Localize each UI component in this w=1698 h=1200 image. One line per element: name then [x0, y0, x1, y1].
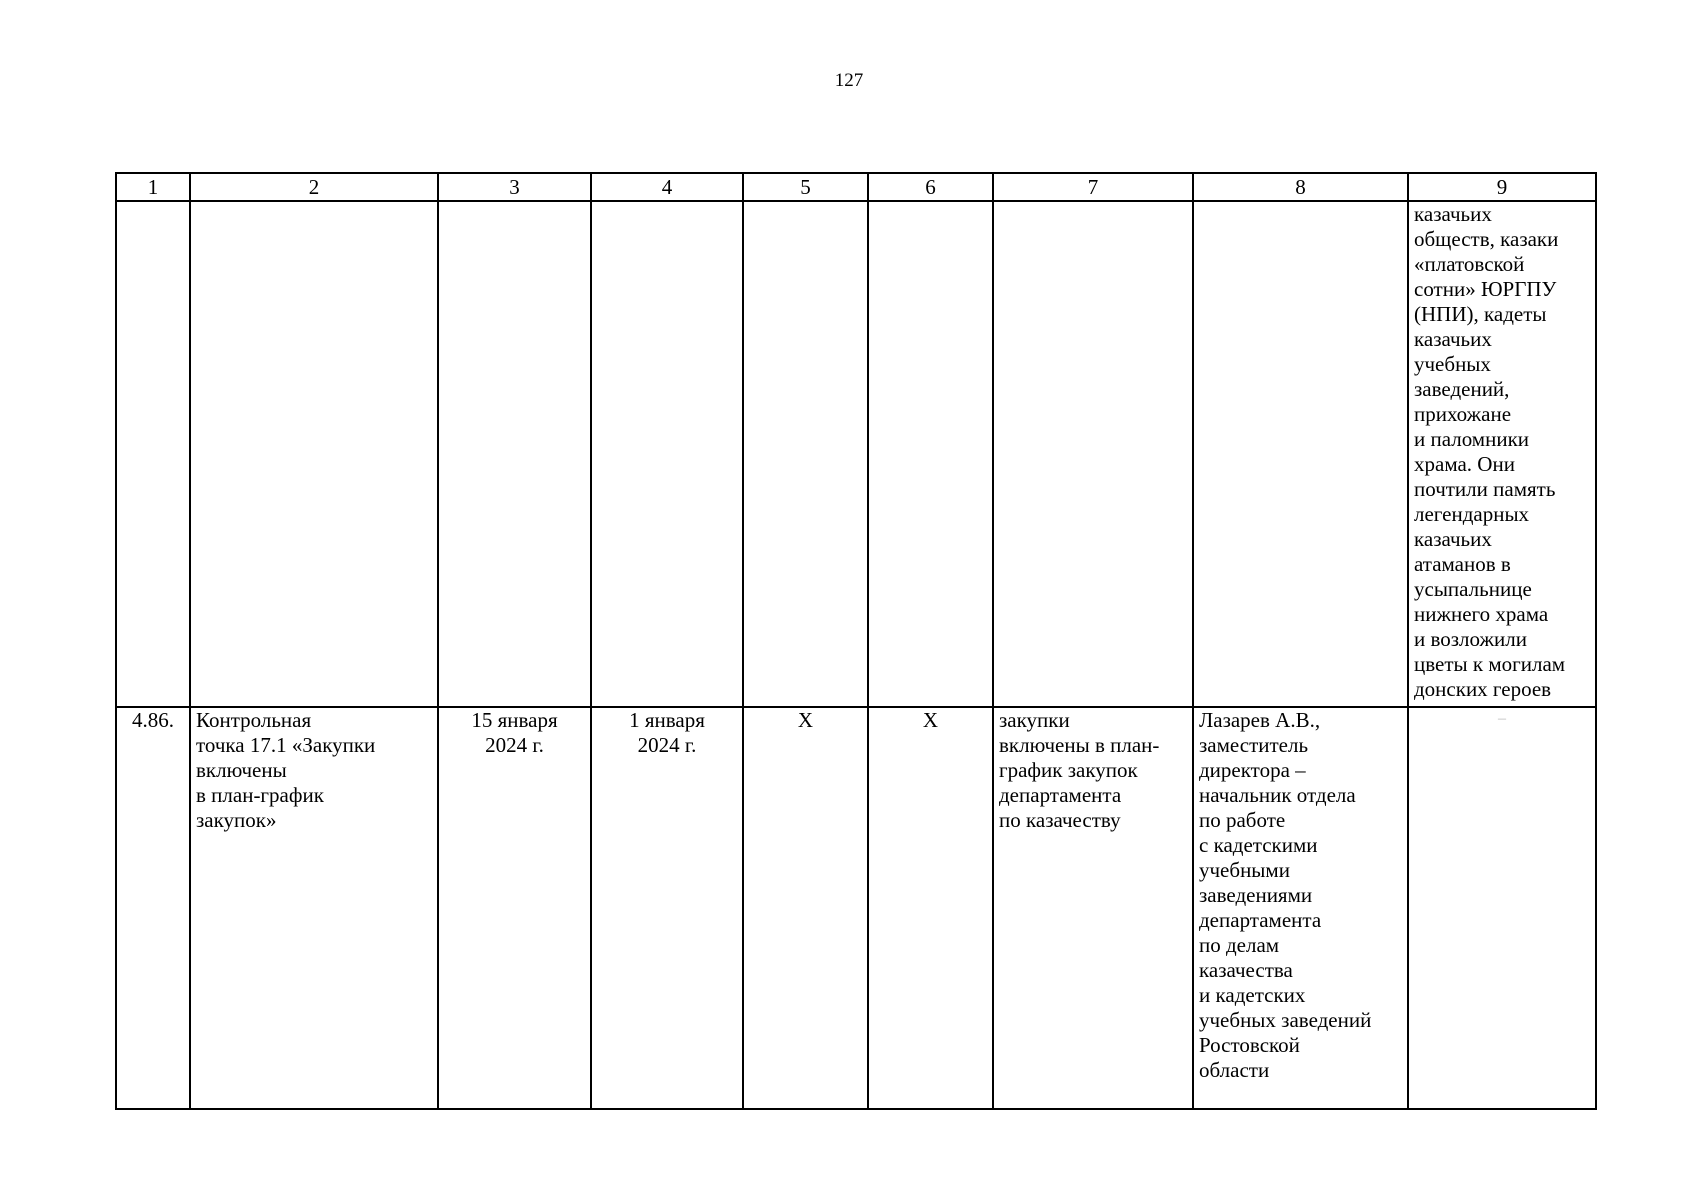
cell-row-number: [116, 707, 190, 1109]
table-row-4-86: [116, 707, 1596, 1109]
plan-table: [115, 172, 1597, 1110]
date-fact-text: 1 января 2024 г.: [629, 708, 705, 757]
cell-empty: [743, 201, 868, 707]
header-col-7: 7: [993, 173, 1193, 201]
header-col-8: 8: [1193, 173, 1408, 201]
cell-empty: [1193, 201, 1408, 707]
cell-responsible: [1193, 707, 1408, 1109]
cell-empty: [591, 201, 743, 707]
cell-col5: [743, 707, 868, 1109]
header-col-3: 3: [438, 173, 591, 201]
note-continuation-text: казачьих обществ, казаки «платовской сотни» ЮРГПУ (НПИ), кадеты казачьих учебных заведений, прихожане и паломники храма. Они почтили память легендарных казачьих атаманов в усыпальнице нижнего храма и возложили цветы к могилам донских героев: [1414, 202, 1566, 701]
responsible-text: Лазарев А.В., заместитель директора – начальник отдела по работе с кадетскими учебными заведениями департамента по делам казачества и кадетских учебных заведений Ростовской области: [1199, 708, 1372, 1082]
cell-empty: [190, 201, 438, 707]
cell-empty: [868, 201, 993, 707]
header-col-6: 6: [868, 173, 993, 201]
header-col-1: 1: [116, 173, 190, 201]
cell-note: [1408, 707, 1596, 1109]
date-plan-text: 15 января 2024 г.: [471, 708, 558, 757]
row-number-text: 4.86.: [132, 708, 174, 732]
header-col-4: 4: [591, 173, 743, 201]
event-name-text: Контрольная точка 17.1 «Закупки включены в план-график закупок»: [196, 708, 376, 832]
header-col-2: 2: [190, 173, 438, 201]
cell-result: [993, 707, 1193, 1109]
cell-empty: [438, 201, 591, 707]
cell-date-plan: [438, 707, 591, 1109]
col5-text: Х: [797, 708, 814, 732]
note-dash: –: [1498, 710, 1506, 727]
header-row: [116, 173, 1596, 201]
cell-empty: [116, 201, 190, 707]
cell-event-name: [190, 707, 438, 1109]
table-row-continuation: [116, 201, 1596, 707]
header-col-5: 5: [743, 173, 868, 201]
result-text: закупки включены в план- график закупок департамента по казачеству: [999, 708, 1160, 832]
col6-text: Х: [922, 708, 939, 732]
header-col-9: 9: [1408, 173, 1596, 201]
cell-empty: [993, 201, 1193, 707]
cell-col6: [868, 707, 993, 1109]
cell-date-fact: [591, 707, 743, 1109]
page-number: 127: [834, 70, 864, 91]
cell-note-continuation: [1408, 201, 1596, 707]
